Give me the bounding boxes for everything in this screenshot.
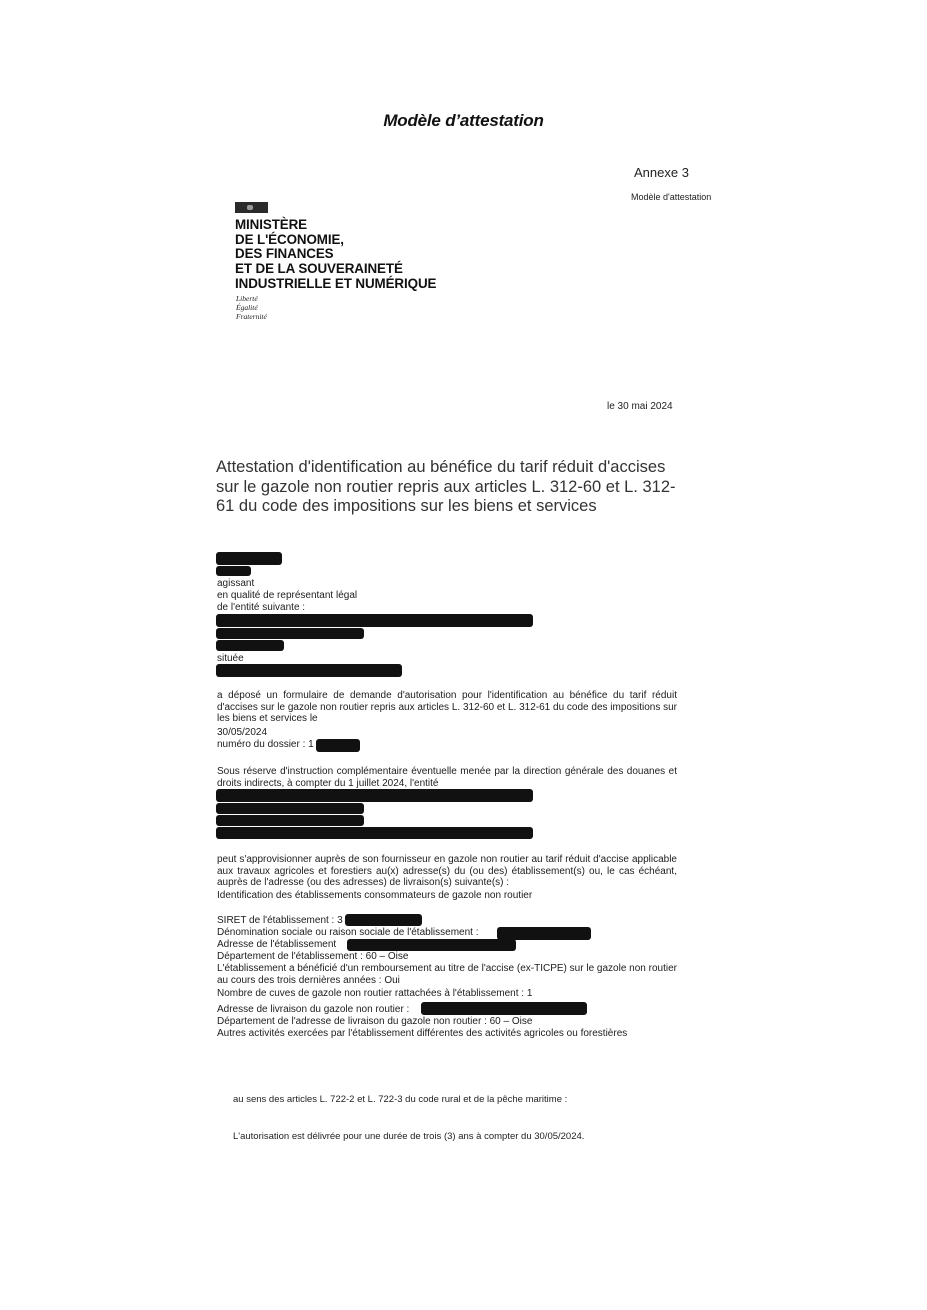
attestation-title: Attestation d'identification au bénéfice du tarif réduit d'accises sur le gazole non routier repris aux articles L. 312-60 et L. 312-61 du code des impositions sur les biens et services xyxy=(216,458,676,515)
entite-text: de l'entité suivante : xyxy=(217,602,306,613)
depot-date: 30/05/2024 xyxy=(217,727,268,738)
cuves-label: Nombre de cuves de gazole non routier rattachées à l'établissement : 1 xyxy=(217,988,533,999)
redacted-dossier-number xyxy=(316,739,360,752)
annexe-subtitle: Modèle d'attestation xyxy=(631,192,712,202)
annexe-label: Annexe 3 xyxy=(634,165,689,180)
articles-text: au sens des articles L. 722-2 et L. 722-3 du code rural et de la pêche maritime : xyxy=(233,1094,568,1105)
redacted-address xyxy=(216,664,402,677)
republic-motto xyxy=(236,294,267,321)
autres-activites-text: Autres activités exercées par l'établissement différentes des activités agricoles ou forestières xyxy=(217,1028,628,1039)
ministry-line: ET DE LA SOUVERAINETÉ xyxy=(235,261,403,277)
redacted-name xyxy=(216,566,251,576)
agissant-text: agissant xyxy=(217,578,255,589)
redacted-entity xyxy=(216,803,364,814)
ministry-line: INDUSTRIELLE ET NUMÉRIQUE xyxy=(235,275,437,291)
letter-date: le 30 mai 2024 xyxy=(607,401,673,412)
redacted-establishment-address xyxy=(347,939,516,951)
redacted-siret xyxy=(345,914,422,926)
reserve-paragraph: Sous réserve d'instruction complémentaire éventuelle menée par la direction générale des douanes et droits indirects, à compter du 1 juillet 2024, l'entité xyxy=(217,766,677,789)
motto-line: Fraternité xyxy=(236,312,267,321)
redacted-delivery-address xyxy=(421,1002,587,1015)
dossier-number-label: numéro du dossier : 1 xyxy=(217,739,314,750)
adresse-label: Adresse de l'établissement xyxy=(217,939,337,950)
approvisionnement-paragraph: peut s'approvisionner auprès de son fournisseur en gazole non routier au tarif réduit d'accise applicable aux travaux agricoles et forestiers au(x) adresse(s) du (ou des) établissement(s) ou, le cas échéant, auprès de l'adresse (ou des adresses) de livraison(s) suivante(s) : xyxy=(217,854,677,889)
document-top-title: Modèle d’attestation xyxy=(383,111,544,130)
redacted-entity xyxy=(216,827,533,839)
siret-label: SIRET de l'établissement : 3 xyxy=(217,915,343,926)
remboursement-text: L'établissement a bénéficié d'un remboursement au titre de l'accise (ex-TICPE) sur le gazole non routier au cours des trois dernières années : Oui xyxy=(217,963,677,986)
dept-livraison-label: Département de l'adresse de livraison du gazole non routier : 60 – Oise xyxy=(217,1016,533,1027)
motto-line: Égalité xyxy=(236,303,258,312)
depot-paragraph: a déposé un formulaire de demande d'autorisation pour l'identification au bénéfice du tarif réduit d'accises sur le gazole non routier repris aux articles L. 312-60 et L. 312-61 du code des impositions sur les biens et services le xyxy=(217,690,677,725)
identification-heading: Identification des établissements consommateurs de gazole non routier xyxy=(217,890,533,901)
denomination-label: Dénomination sociale ou raison sociale de l'établissement : xyxy=(217,927,479,938)
redacted-name xyxy=(216,552,282,565)
livraison-label: Adresse de livraison du gazole non routier : xyxy=(217,1004,410,1015)
situee-text: située xyxy=(217,653,244,664)
departement-label: Département de l'établissement : 60 – Oise xyxy=(217,951,409,962)
ministry-name xyxy=(235,218,436,292)
redacted-entity xyxy=(216,628,364,639)
redacted-entity xyxy=(216,815,364,826)
duree-text: L'autorisation est délivrée pour une durée de trois (3) ans à compter du 30/05/2024. xyxy=(233,1131,585,1142)
ministry-line: DE L'ÉCONOMIE, xyxy=(235,231,344,247)
redacted-entity xyxy=(216,640,284,651)
ministry-line: DES FINANCES xyxy=(235,246,334,262)
qualite-text: en qualité de représentant légal xyxy=(217,590,358,601)
marianne-logo-icon xyxy=(235,202,268,213)
redacted-entity xyxy=(216,789,533,802)
motto-line: Liberté xyxy=(236,294,258,303)
ministry-line: MINISTÈRE xyxy=(235,217,308,232)
redacted-entity xyxy=(216,614,533,627)
